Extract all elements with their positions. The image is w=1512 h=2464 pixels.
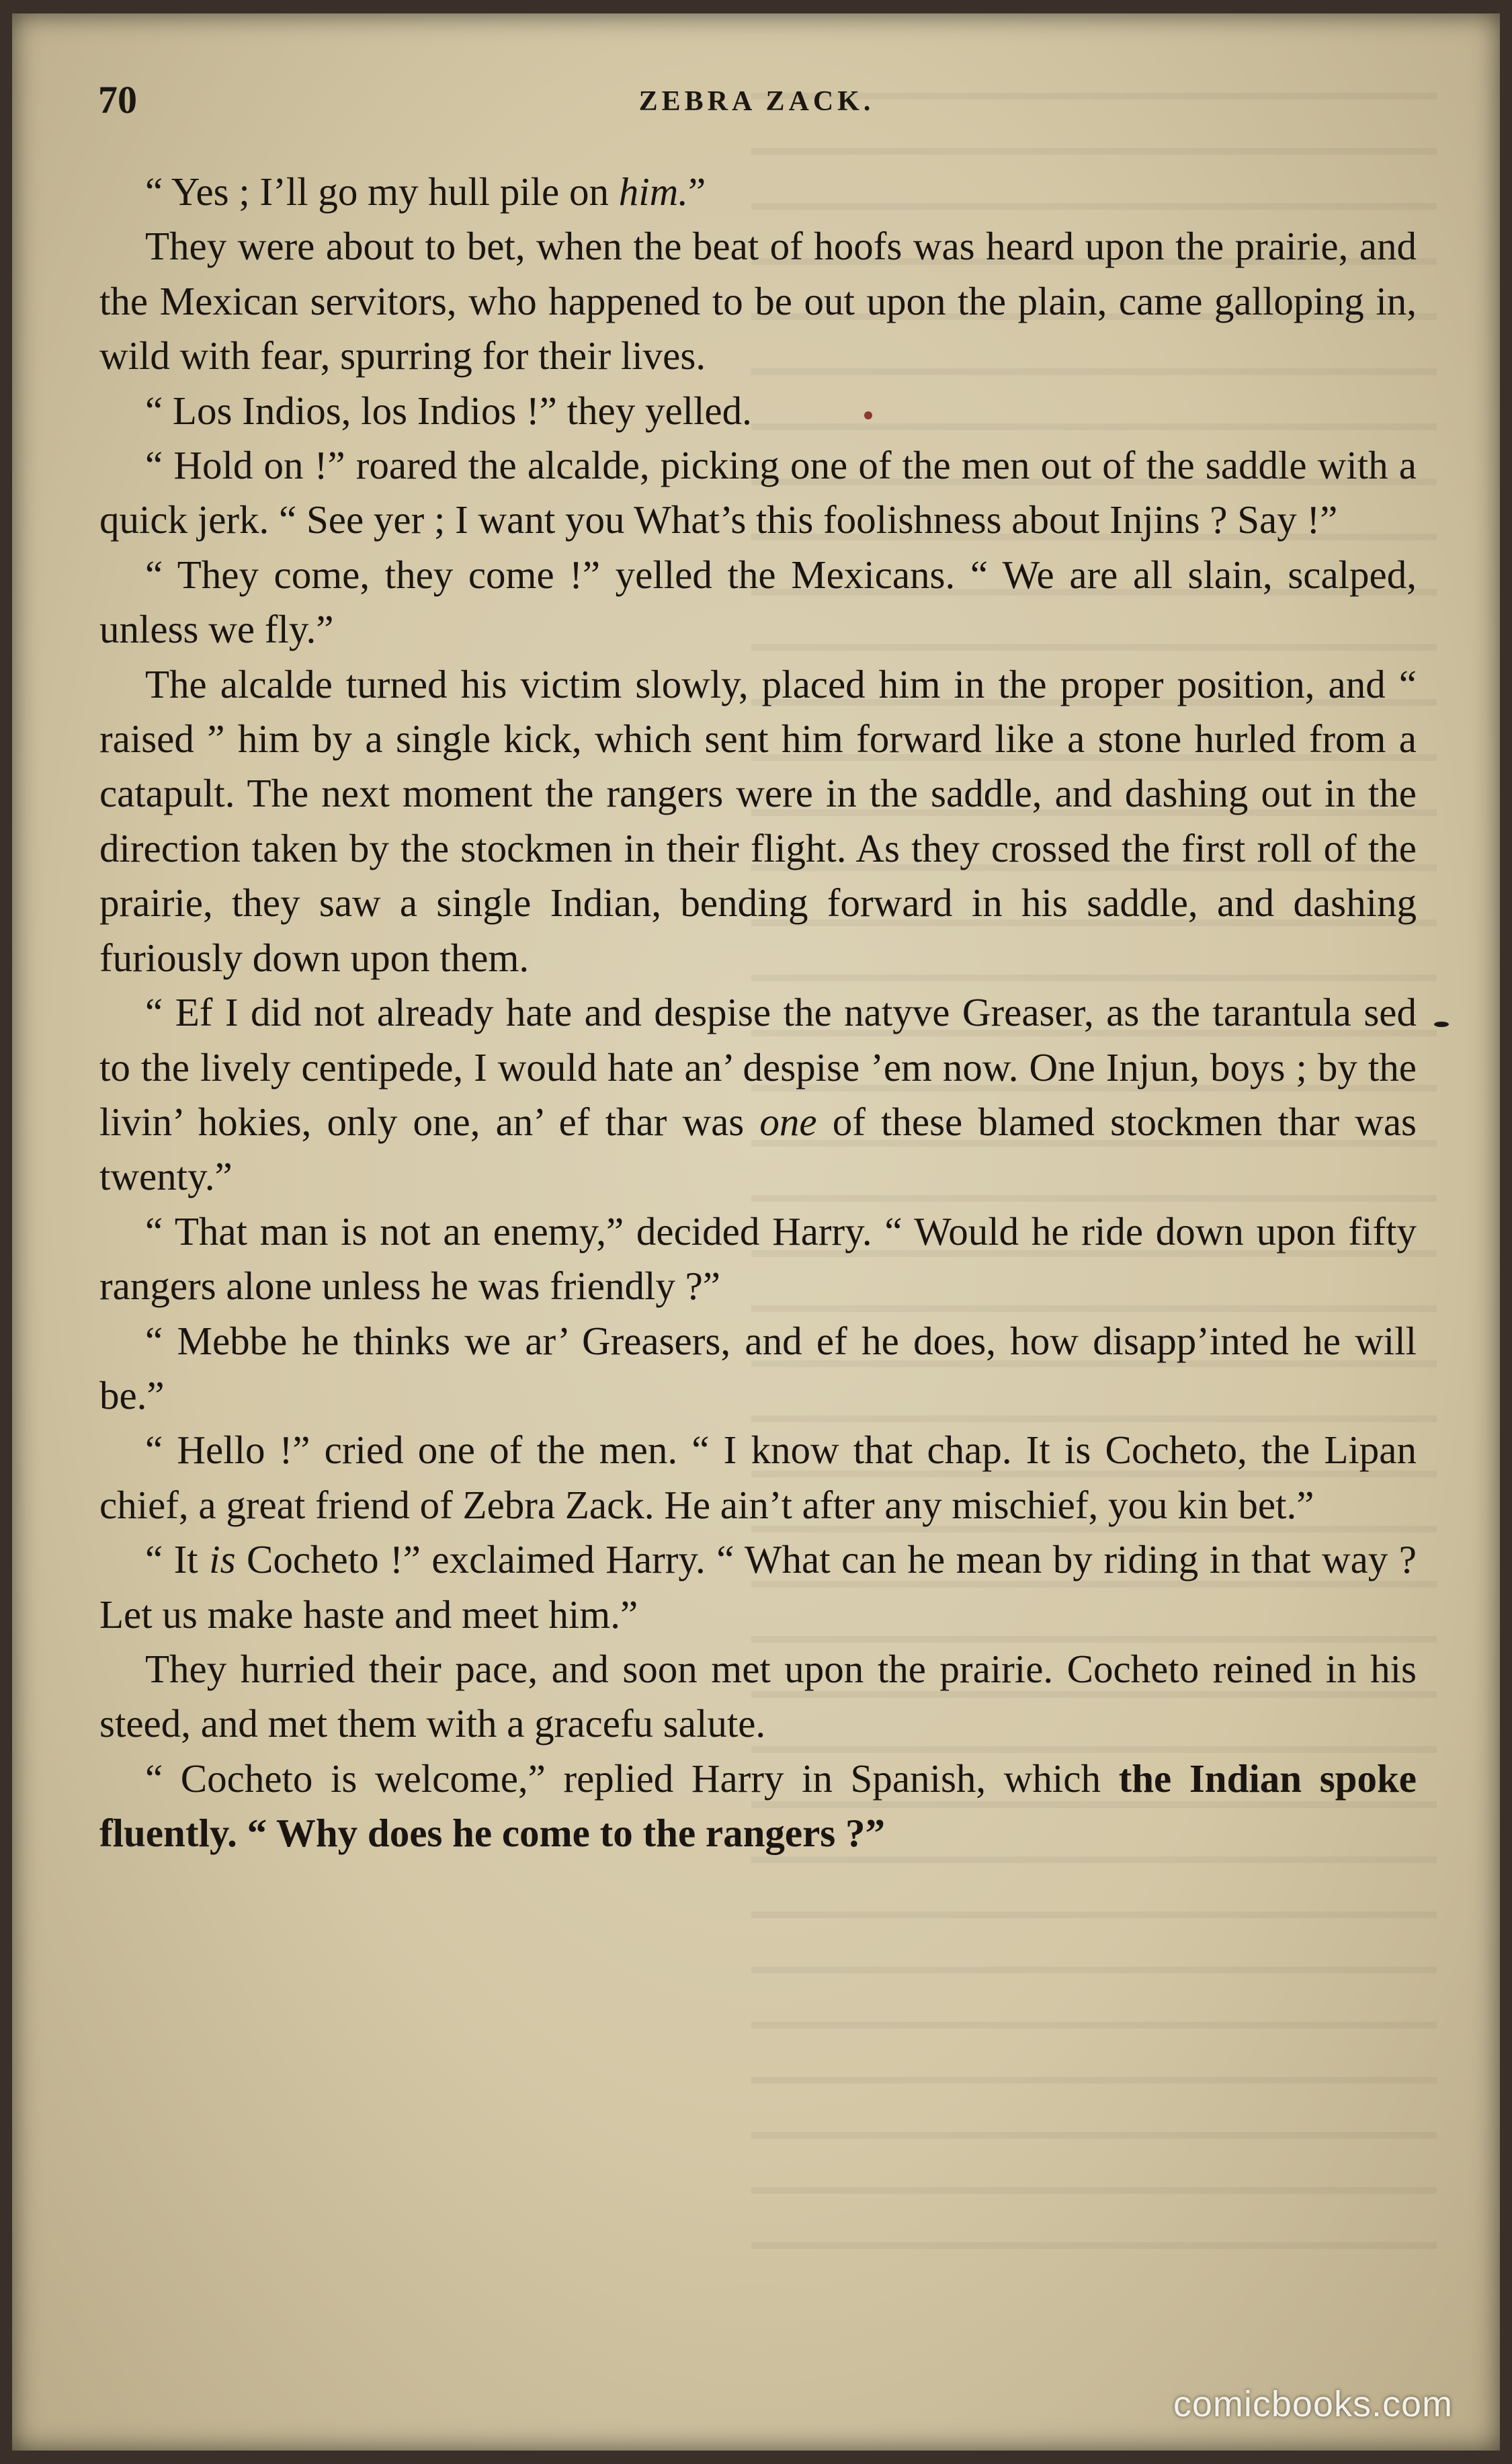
paragraph xyxy=(99,985,1417,1204)
paragraph xyxy=(99,384,1417,438)
text-run: They were about to bet, when the beat of hoofs was heard upon the prairie, and the Mexican servitors, who happened to be out upon the plain, came galloping in, wild with fear, spurring for their lives. xyxy=(99,224,1417,378)
italic-text: one xyxy=(759,1099,817,1144)
text-run: “ That man is not an enemy,” decided Harry. “ Would he ride down upon fifty rangers alone unless he was friendly ?” xyxy=(99,1208,1417,1309)
body-text xyxy=(99,165,1417,1861)
bold-text: the Indian spoke fluently. “ Why does he come to the rangers ?” xyxy=(99,1756,1417,1856)
text-run: “ Ef I did not already hate and despise the natyve Greaser, as the tarantula sed to the lively centipede, I would hate an’ despise ’em now. One Injun, boys ; by the livin’ hokies, only one, an’ ef thar was xyxy=(99,990,1417,1144)
paragraph xyxy=(99,438,1417,548)
text-run: “ Yes ; I’ll go my hull pile on xyxy=(145,169,619,214)
paragraph xyxy=(99,657,1417,985)
paragraph xyxy=(99,1314,1417,1424)
text-run: Cocheto !” exclaimed Harry. “ What can he mean by riding in that way ? Let us make haste and meet him.” xyxy=(99,1537,1417,1637)
text-run: of these blamed stockmen thar was twenty.” xyxy=(99,1099,1417,1199)
text-run: ” xyxy=(687,169,706,214)
text-run: “ Hello !” cried one of the men. “ I know that chap. It is Cocheto, the Lipan chief, a great friend of Zebra Zack. He ain’t after any mischief, you kin bet.” xyxy=(99,1428,1417,1527)
margin-ink-mark xyxy=(1434,1022,1449,1027)
paragraph xyxy=(99,1752,1417,1861)
paragraph xyxy=(99,1423,1417,1532)
running-head: ZEBRA ZACK. xyxy=(638,86,875,117)
paragraph xyxy=(99,1532,1417,1642)
text-run: “ Hold on !” roared the alcalde, picking one of the men out of the saddle with a quick jerk. “ See yer ; I want you What’s this foolishness about Injins ? Say !” xyxy=(99,443,1417,542)
text-run: “ Cocheto is welcome,” replied Harry in Spanish, which xyxy=(145,1756,1119,1801)
watermark: comicbooks.com xyxy=(1173,2384,1453,2424)
italic-text: is xyxy=(209,1537,236,1582)
book-page xyxy=(12,13,1500,2451)
paragraph xyxy=(99,219,1417,383)
page-number: 70 xyxy=(98,78,137,122)
text-run: “ Los Indios, los Indios !” they yelled. xyxy=(145,388,752,433)
text-run: The alcalde turned his victim slowly, placed him in the proper position, and “ raised ” him by a single kick, which sent him forward like a stone hurled from a catapult. The next moment the rangers were in the saddle, and dashing out in the direction taken by the stockmen in their flight. As they crossed the first roll of the prairie, they saw a single Indian, bending forward in his saddle, and dashing furiously down upon them. xyxy=(99,661,1417,980)
text-run: They hurried their pace, and soon met upon the prairie. Cocheto reined in his steed, and met them with a gracefu salute. xyxy=(99,1646,1417,1746)
text-run: “ They come, they come !” yelled the Mexicans. “ We are all slain, scalped, unless we fly.” xyxy=(99,552,1417,652)
text-run: “ It xyxy=(145,1537,210,1582)
paragraph xyxy=(99,1204,1417,1314)
paragraph xyxy=(99,165,1417,219)
paragraph xyxy=(99,1642,1417,1752)
text-run: “ Mebbe he thinks we ar’ Greasers, and ef he does, how disapp’inted he will be.” xyxy=(99,1318,1417,1418)
page-header xyxy=(98,77,1415,138)
paragraph xyxy=(99,548,1417,657)
italic-text: him. xyxy=(618,169,688,214)
